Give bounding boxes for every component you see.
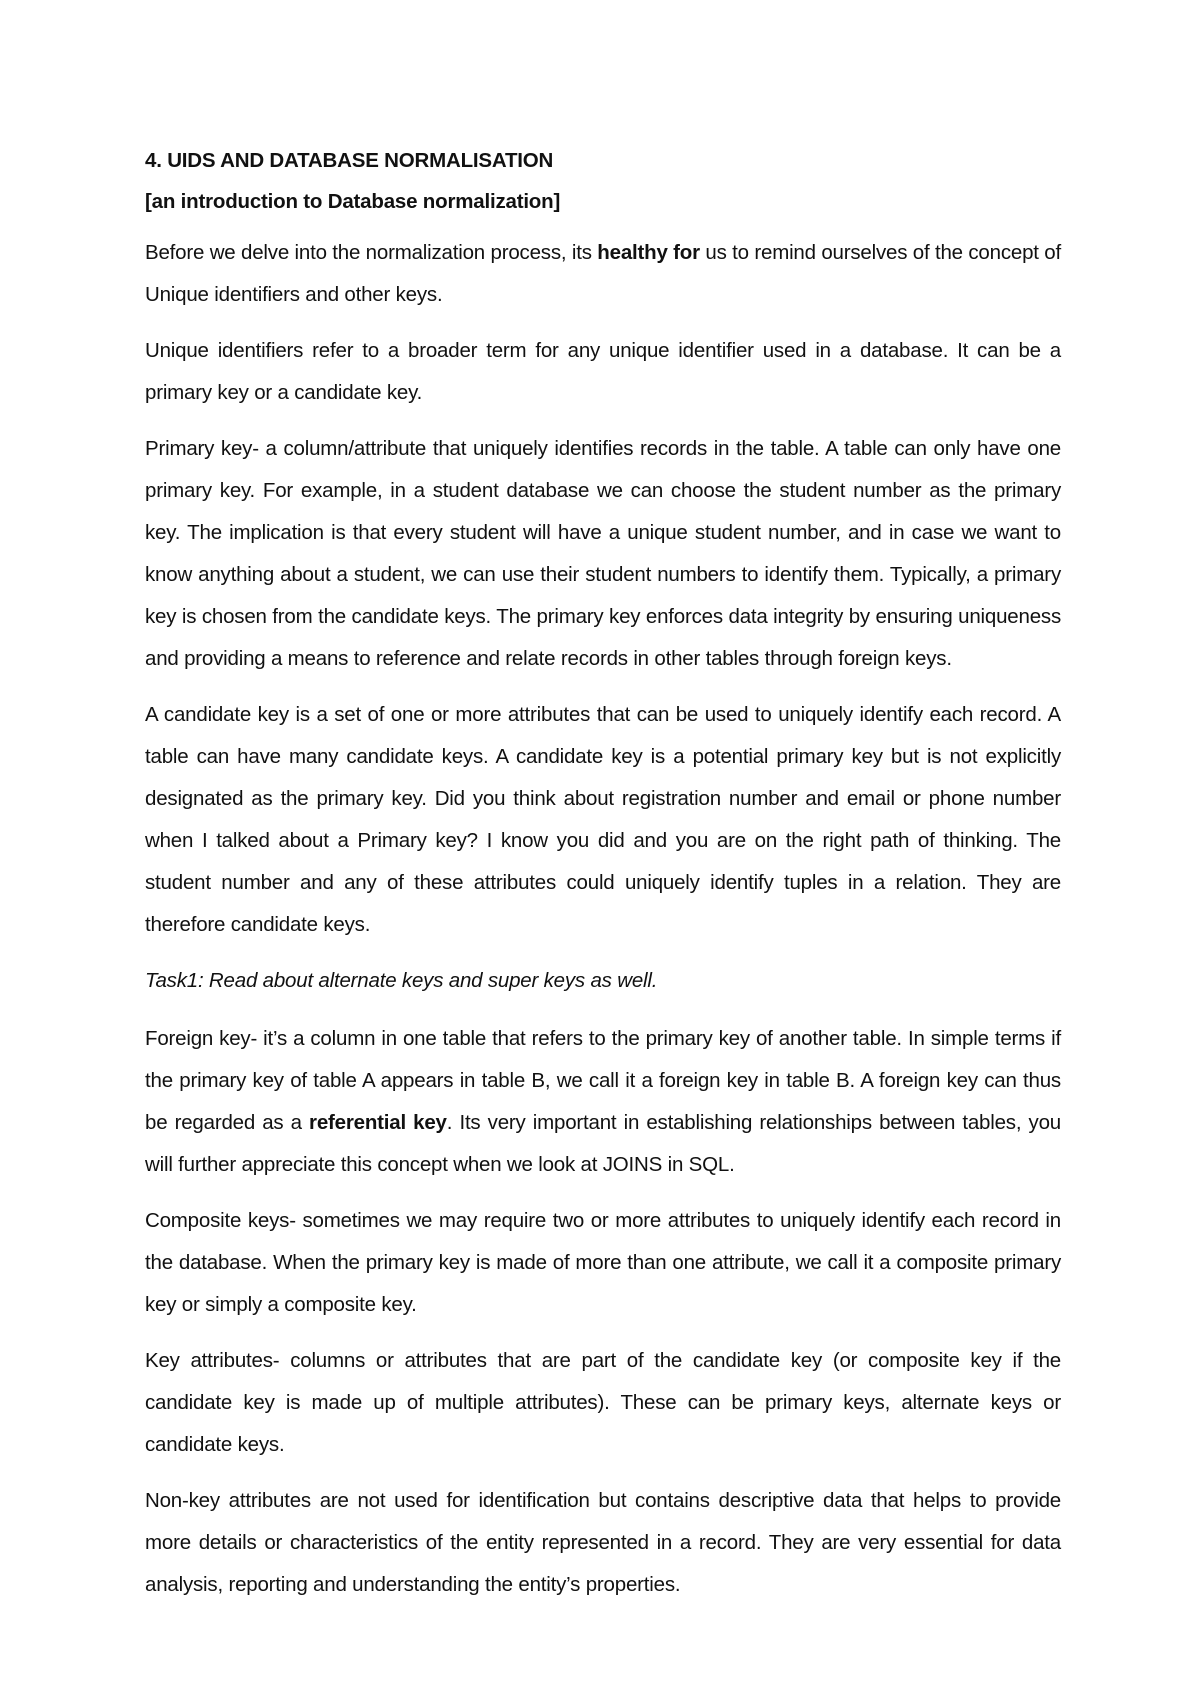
paragraph-foreign-key (145, 1018, 1061, 1186)
paragraph-foreign-key-text-a: Foreign key- it’s a column in one table that refers to the primary key of another table. In simple terms if the primary key of table A appears in table B, we call it a foreign key in table B. A foreign key can thus be regarded as a (145, 1027, 1061, 1134)
document-body (145, 148, 1061, 1620)
paragraph-intro-text-a: Before we delve into the normalization process, its (145, 241, 598, 264)
paragraph-non-key-attributes: Non-key attributes are not used for identification but contains descriptive data that helps to provide more details or characteristics of the entity represented in a record. They are very essential for data analysis, reporting and understanding the entity’s properties. (145, 1489, 1061, 1596)
paragraph-composite-keys: Composite keys- sometimes we may require two or more attributes to uniquely identify each record in the database. When the primary key is made of more than one attribute, we call it a composite primary key or simply a composite key. (145, 1209, 1061, 1316)
paragraph-candidate-key: A candidate key is a set of one or more attributes that can be used to uniquely identify each record. A table can have many candidate keys. A candidate key is a potential primary key but is not explicitly designated as the primary key. Did you think about registration number and email or phone number when I talked about a Primary key? I know you did and you are on the right path of thinking. The student number and any of these attributes could uniquely identify tuples in a relation. They are therefore candidate keys. (145, 703, 1061, 936)
section-subheading: [an introduction to Database normalization] (145, 190, 561, 213)
paragraph-intro-bold: healthy for (597, 241, 700, 264)
paragraph-foreign-key-text-c: . Its very important in establishing relationships between tables, you will further appreciate this concept when we look at JOINS in SQL. (145, 1111, 1061, 1176)
paragraph-key-attributes: Key attributes- columns or attributes that are part of the candidate key (or composite key if the candidate key is made up of multiple attributes). These can be primary keys, alternate keys or candidate keys. (145, 1349, 1061, 1456)
paragraph-primary-key: Primary key- a column/attribute that uniquely identifies records in the table. A table can only have one primary key. For example, in a student database we can choose the student number as the primary key. The implication is that every student will have a unique student number, and in case we want to know anything about a student, we can use their student numbers to identify them. Typically, a primary key is chosen from the candidate keys. The primary key enforces data integrity by ensuring uniqueness and providing a means to reference and relate records in other tables through foreign keys. (145, 437, 1061, 670)
paragraph-foreign-key-bold: referential key (309, 1111, 447, 1134)
paragraph-intro (145, 232, 1061, 316)
paragraph-intro-text-c: us to remind ourselves of the concept of Unique identifiers and other keys. (145, 241, 1061, 306)
task-note: Task1: Read about alternate keys and super keys as well. (145, 969, 658, 992)
paragraph-unique-identifiers: Unique identifiers refer to a broader term for any unique identifier used in a database. It can be a primary key or a candidate key. (145, 339, 1061, 404)
section-heading: 4. UIDS AND DATABASE NORMALISATION (145, 149, 554, 172)
